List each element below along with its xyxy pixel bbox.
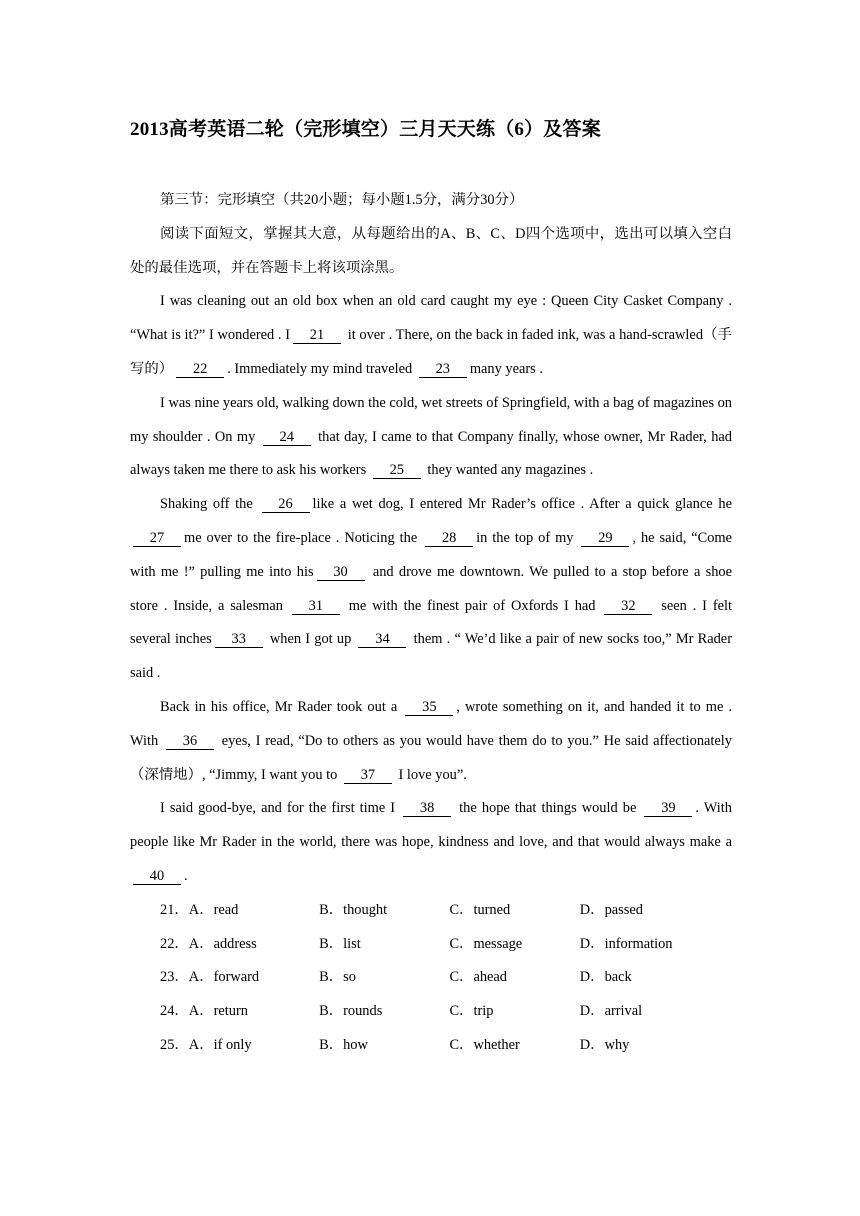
blank-number: 23 — [419, 361, 467, 378]
option-d: D．passed — [579, 901, 643, 918]
passage-text: when I got up — [265, 631, 356, 648]
passage-text: them . “ We’d like a pair of new socks too,” Mr Rader said . — [130, 631, 732, 682]
option-c: C．ahead — [449, 969, 507, 986]
passage-text: , wrote something on it, and handed it to me . With — [130, 698, 732, 749]
passage-text: Shaking off the — [160, 496, 259, 513]
passage-text: it over . There, on the back in faded ink, was a hand-scrawled（手写的） — [130, 327, 732, 377]
option-a: A．if only — [188, 1036, 252, 1053]
blank-number: 40 — [133, 868, 181, 885]
blank-number: 24 — [263, 429, 311, 446]
blank-number: 31 — [292, 598, 340, 615]
passage-text: the hope that things would be — [454, 800, 642, 817]
option-a: A．forward — [188, 969, 260, 986]
passage-paragraph — [130, 285, 732, 386]
blank-number: 33 — [215, 631, 263, 648]
passage-text: . — [184, 867, 188, 884]
options-list — [130, 894, 732, 1063]
passage-text: . Immediately my mind traveled — [227, 360, 416, 377]
option-d: D．why — [579, 1036, 630, 1053]
option-row — [160, 1029, 732, 1063]
option-b: B．so — [319, 969, 356, 986]
option-d: D．back — [579, 969, 632, 986]
passage — [130, 285, 732, 893]
passage-paragraph — [130, 792, 732, 893]
blank-number: 39 — [644, 800, 692, 817]
passage-paragraph — [130, 691, 732, 792]
instruction-paragraph: 阅读下面短文，掌握其大意，从每题给出的A、B、C、D四个选项中，选出可以填入空白处的最佳选项，并在答题卡上将该项涂黑。 — [130, 225, 732, 276]
blank-number: 30 — [317, 564, 365, 581]
blank-number: 25 — [373, 462, 421, 479]
option-a: A．read — [188, 901, 239, 918]
passage-text: I was cleaning out an old box when an old card caught my eye : Queen City Casket Company . “What is it?” I wondered . I — [130, 293, 732, 344]
option-a: A．return — [188, 1003, 248, 1020]
document-title: 2013高考英语二轮（完形填空）三月天天练（6）及答案 — [130, 119, 601, 140]
blank-number: 38 — [403, 800, 451, 817]
passage-text: me over to the fire-place . Noticing the — [184, 529, 423, 546]
blank-number: 32 — [604, 598, 652, 615]
option-b: B．list — [319, 935, 361, 952]
question-number: 22． — [160, 935, 189, 952]
passage-paragraph — [130, 488, 732, 691]
question-number: 25． — [160, 1036, 189, 1053]
passage-text: me with the finest pair of Oxfords I had — [342, 597, 602, 614]
option-a: A．address — [188, 935, 257, 952]
option-row — [160, 894, 732, 928]
passage-text: I was nine years old, walking down the cold, wet streets of Springfield, with a bag of magazines on my shoulder . On my — [130, 394, 732, 445]
blank-number: 37 — [344, 767, 392, 784]
passage-text: they wanted any magazines . — [423, 462, 594, 479]
option-row — [160, 961, 732, 995]
passage-text: like a wet dog, I entered Mr Rader’s office . After a quick glance he — [312, 496, 732, 513]
passage-text: many years . — [469, 360, 543, 377]
blank-number: 29 — [581, 530, 629, 547]
option-row — [160, 928, 732, 962]
option-c: C．trip — [449, 1003, 494, 1020]
option-b: B．rounds — [319, 1003, 383, 1020]
option-c: C．message — [449, 935, 523, 952]
blank-number: 21 — [293, 327, 341, 344]
question-number: 23． — [160, 969, 189, 986]
blank-number: 28 — [425, 530, 473, 547]
passage-text: in the top of my — [476, 529, 579, 546]
option-b: B．how — [319, 1036, 368, 1053]
option-c: C．turned — [449, 901, 511, 918]
blank-number: 34 — [358, 631, 406, 648]
option-d: D．information — [579, 935, 673, 952]
question-number: 21． — [160, 901, 189, 918]
blank-number: 27 — [133, 530, 181, 547]
passage-text: seen . I felt several inches — [130, 597, 732, 648]
passage-text: . With people like Mr Rader in the world, there was hope, kindness and love, and that would always make a — [130, 800, 732, 851]
option-row — [160, 995, 732, 1029]
section-heading: 第三节：完形填空（共20小题；每小题1.5分，满分30分） — [160, 192, 524, 208]
document-body — [130, 184, 732, 1063]
passage-text: , he said, “Come with me !” pulling me into his — [130, 529, 732, 580]
passage-text: I said good-bye, and for the first time I — [160, 800, 401, 817]
passage-text: eyes, I read, “Do to others as you would have them do to you.” He said affectionately （深情地）, “Jimmy, I want you to — [130, 732, 733, 783]
blank-number: 36 — [166, 733, 214, 750]
passage-text: Back in his office, Mr Rader took out a — [160, 698, 403, 715]
blank-number: 35 — [405, 699, 453, 716]
option-c: C．whether — [449, 1036, 520, 1053]
passage-text: that day, I came to that Company finally, whose owner, Mr Rader, had always taken me there to ask his workers — [130, 428, 732, 479]
question-number: 24． — [160, 1003, 189, 1020]
blank-number: 26 — [262, 496, 310, 513]
passage-text: and drove me downtown. We pulled to a stop before a shoe store . Inside, a salesman — [130, 563, 733, 614]
passage-paragraph — [130, 387, 732, 488]
blank-number: 22 — [176, 361, 224, 378]
passage-text: I love you”. — [394, 766, 467, 783]
option-d: D．arrival — [579, 1003, 643, 1020]
option-b: B．thought — [319, 901, 388, 918]
